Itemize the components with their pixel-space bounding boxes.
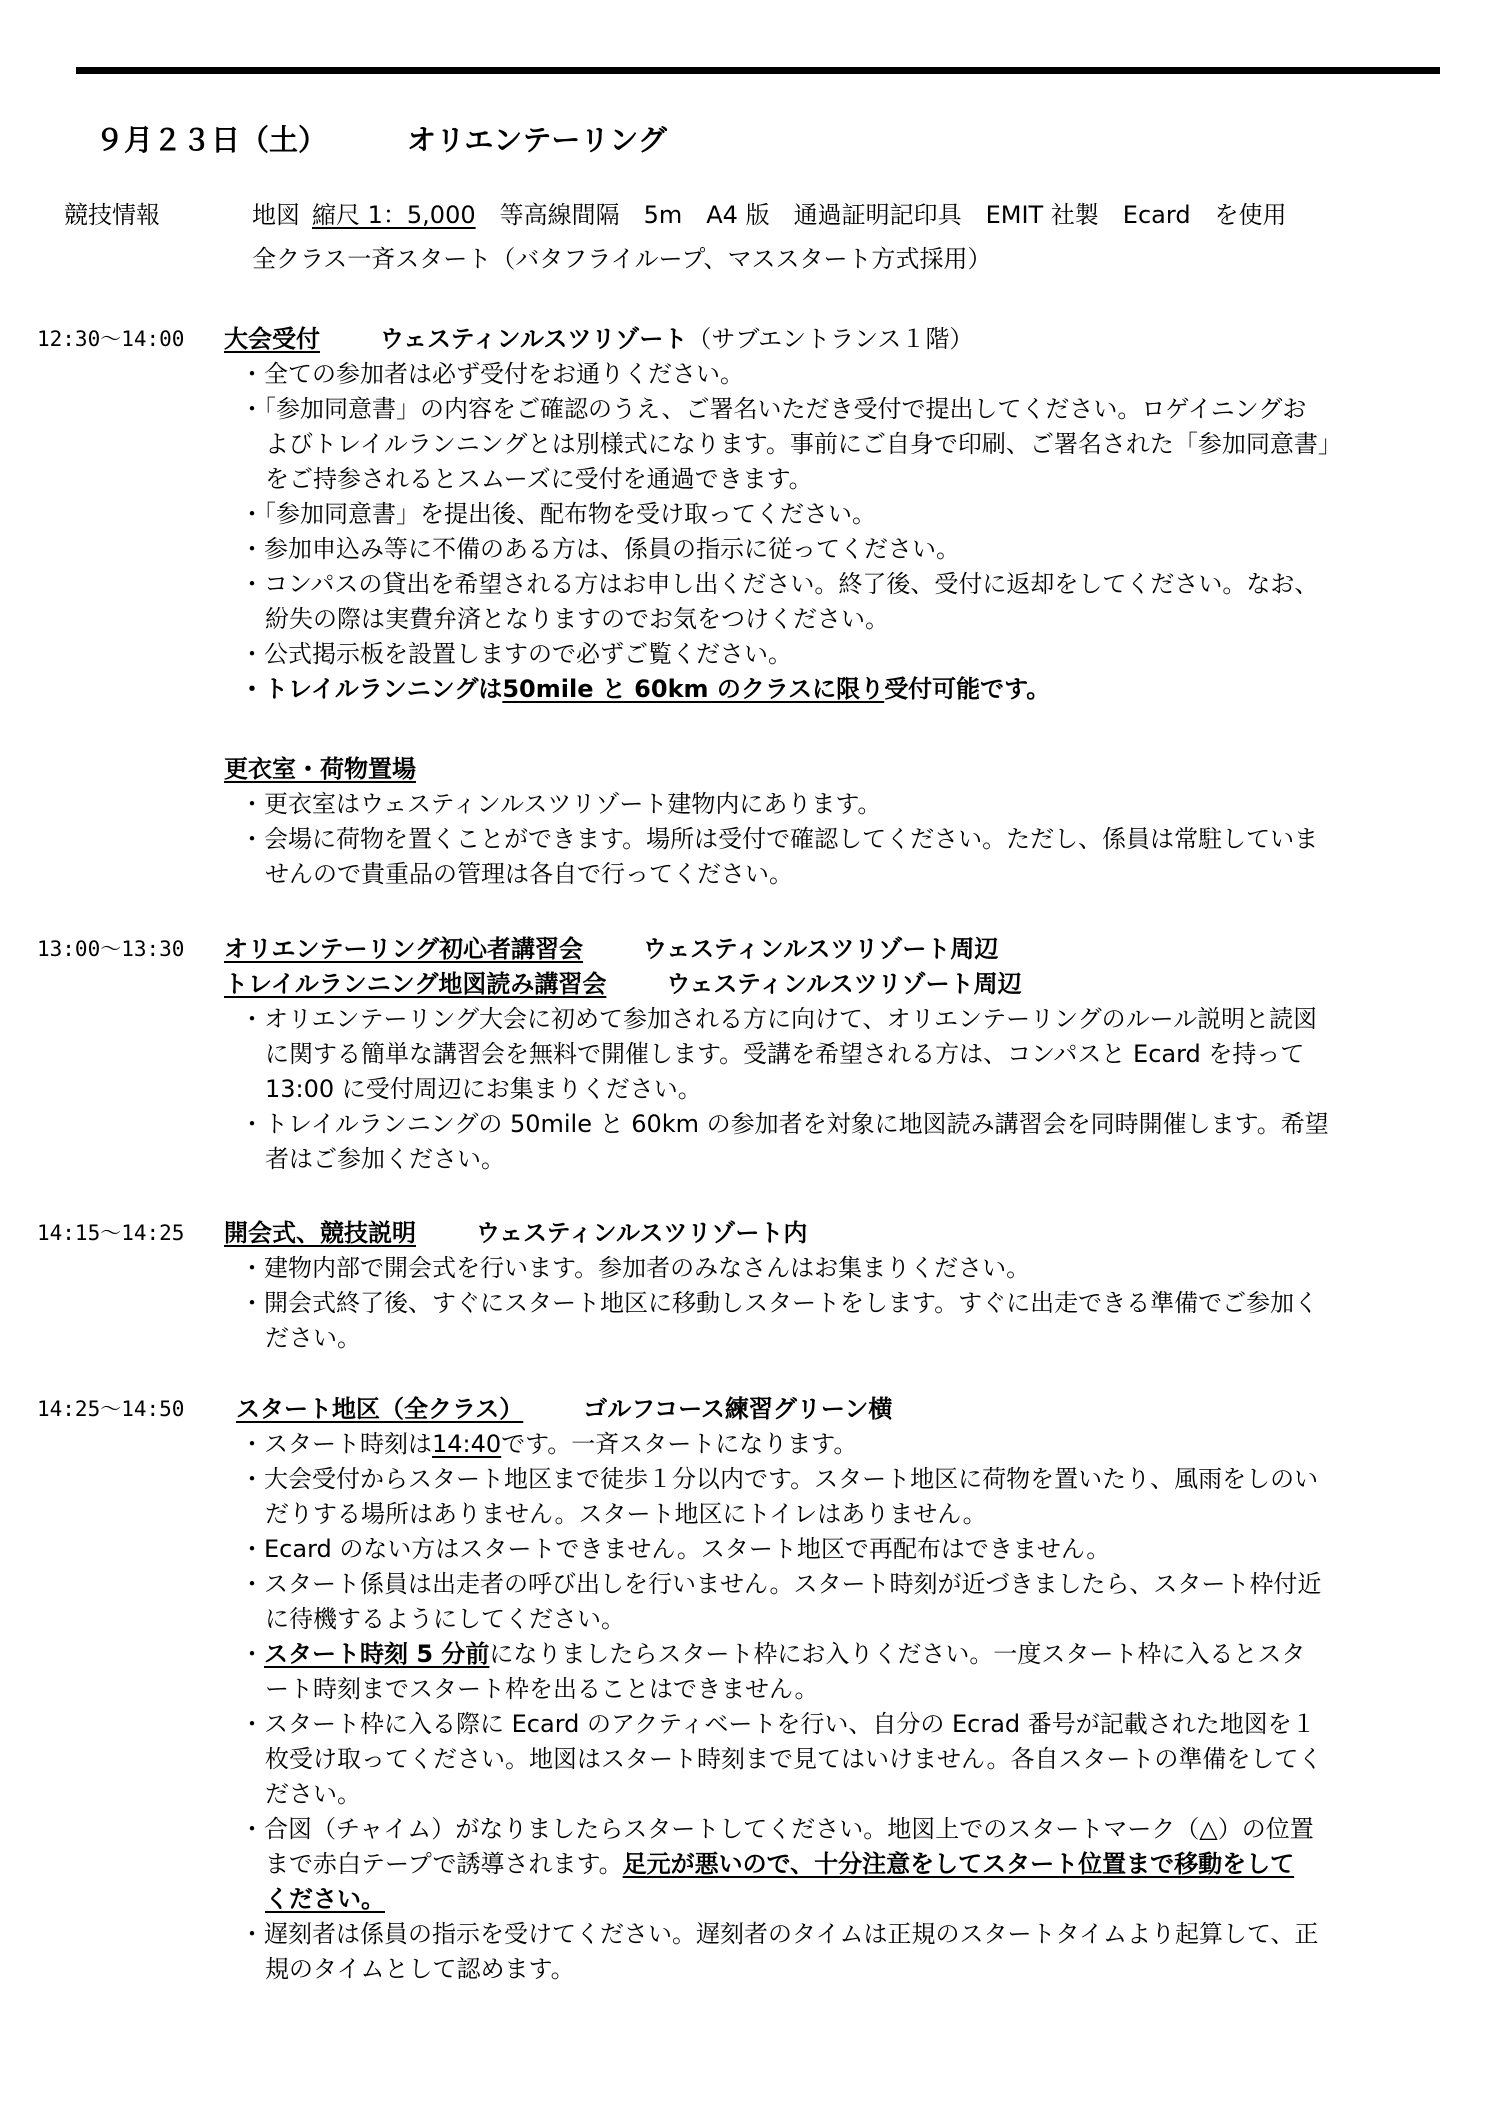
title-date: ９月２３日（土） [95,123,328,157]
info-label: 競技情報 [64,201,160,229]
trail-prefix: ・トレイルランニングは [240,675,503,703]
list-item: ・遅刻者は係員の指示を受けてください。遅刻者のタイムは正規のスタートタイムより起算して、正 [240,1920,1319,1948]
list-item: よびトレイルランニングとは別様式になります。事前にご自身で印刷、ご署名された「参加同意書」 [265,430,1342,458]
list-item: ・「参加同意書」を提出後、配布物を受け取ってください。 [240,500,876,528]
five-minute-line [240,1637,1305,1671]
five-min-prefix: ・ [240,1640,264,1668]
list-item: ・公式掲示板を設置しますので必ずご覧ください。 [240,640,792,668]
list-item: 紛失の際は実費弁済となりますのでお気をつけください。 [265,605,889,633]
list-item: をご持参されるとスムーズに受付を通過できます。 [265,465,813,493]
opening-heading: 開会式、競技説明 [224,1219,416,1247]
top-rule [76,67,1440,74]
five-min-suffix: になりましたらスタート枠にお入りください。一度スタート枠に入るとスタ [489,1640,1306,1668]
title-event: オリエンテーリング [407,123,667,157]
map-details: 等高線間隔 5m A4 版 通過証明記印具 EMIT 社製 Ecard を使用 [499,201,1287,229]
changing-heading: 更衣室・荷物置場 [224,755,416,783]
list-item: ・トレイルランニングの 50mile と 60km の参加者を対象に地図読み講習会を同時開催します。希望 [240,1110,1329,1138]
guide-prefix: まで赤白テープで誘導されます。 [265,1850,623,1878]
list-item: ださい。 [265,1780,361,1808]
guide-highlight-2: ください。 [265,1885,385,1913]
opening-time: 14:15～14:25 [37,1221,185,1245]
list-item: に待機するようにしてください。 [265,1605,625,1633]
lecture-place-1: ウェスティンルスツリゾート周辺 [643,935,999,963]
list-item: ・「参加同意書」の内容をご確認のうえ、ご署名いただき受付で提出してください。ロゲイニングお [240,395,1307,423]
reception-heading-line [224,322,973,356]
list-item: ださい。 [265,1324,361,1352]
list-item: ・合図（チャイム）がなりましたらスタートしてください。地図上でのスタートマーク（△）の位置 [240,1815,1314,1843]
start-heading-line [236,1392,892,1426]
opening-place: ウェスティンルスツリゾート内 [476,1219,808,1247]
page-title [95,118,667,159]
list-item: 13:00 に受付周辺にお集まりください。 [265,1075,702,1103]
trail-notice [240,672,1050,706]
list-item: ・開会式終了後、すぐにスタート地区に移動しスタートをします。すぐに出走できる準備でご参加く [240,1289,1319,1317]
start-place: ゴルフコース練習グリーン横 [583,1395,893,1423]
lecture-place-2: ウェスティンルスツリゾート周辺 [666,970,1022,998]
trail-suffix: 受付可能です。 [884,675,1051,703]
opening-heading-line [224,1216,807,1250]
list-item: ・更衣室はウェスティンルスツリゾート建物内にあります。 [240,790,882,818]
list-item: ・参加申込み等に不備のある方は、係員の指示に従ってください。 [240,535,960,563]
lecture-heading-1: オリエンテーリング初心者講習会 [224,935,584,963]
start-time: 14:25～14:50 [37,1397,185,1421]
list-item: ・オリエンテーリング大会に初めて参加される方に向けて、オリエンテーリングのルール説明と読図 [240,1005,1318,1033]
list-item: ・大会受付からスタート地区まで徒歩１分以内です。スタート地区に荷物を置いたり、風雨をしのい [240,1465,1319,1493]
lecture-heading-line-2 [224,967,1022,1001]
list-item: ・スタート枠に入る際に Ecard のアクティベートを行い、自分の Ecrad 番号が記載された地図を１ [240,1710,1316,1738]
list-item: 枚受け取ってください。地図はスタート時刻まで見てはいけません。各自スタートの準備をしてく [265,1745,1323,1773]
guide-highlight: 足元が悪いので、十分注意をしてスタート位置まで移動をして [622,1850,1295,1878]
start-heading: スタート地区（全クラス） [236,1395,524,1423]
list-item: ・全ての参加者は必ず受付をお通りください。 [240,360,744,388]
list-item: ・建物内部で開会式を行います。参加者のみなさんはお集まりください。 [240,1254,1031,1282]
start-line1-suffix: です。一斉スタートになります。 [501,1430,858,1458]
list-item: ・会場に荷物を置くことができます。場所は受付で確認してください。ただし、係員は常駐していま [240,825,1319,853]
five-min-highlight: スタート時刻 5 分前 [264,1640,490,1668]
lecture-heading-line-1 [224,932,998,966]
start-time-line [240,1427,857,1461]
reception-heading: 大会受付 [224,325,320,353]
list-item: ・Ecard のない方はスタートできません。スタート地区で再配布はできません。 [240,1535,1111,1563]
list-item: だりする場所はありません。スタート地区にトイレはありません。 [265,1500,987,1528]
start-line1-time: 14:40 [432,1430,502,1458]
list-item: 者はご参加ください。 [265,1145,505,1173]
reception-place: ウェスティンルスツリゾート [380,325,688,353]
map-prefix: 地図 [252,201,300,229]
start-line1-prefix: ・スタート時刻は [240,1430,432,1458]
list-item: 規のタイムとして認めます。 [265,1955,575,1983]
lecture-heading-2: トレイルランニング地図読み講習会 [224,970,607,998]
list-item: せんので貴重品の管理は各自で行ってください。 [265,860,793,888]
guide-line [265,1847,1294,1881]
reception-time: 12:30～14:00 [37,327,185,351]
list-item: ・スタート係員は出走者の呼び出しを行いません。スタート時刻が近づきましたら、スタート枠付近 [240,1570,1322,1598]
trail-highlight: 50mile と 60km のクラスに限り [502,675,885,703]
info-map-line [252,198,1287,232]
info-start-note: 全クラス一斉スタート（バタフライループ、マススタート方式採用） [252,245,992,273]
map-scale: 縮尺 1：5,000 [312,201,476,229]
list-item: ・コンパスの貸出を希望される方はお申し出ください。終了後、受付に返却をしてください。なお、 [240,570,1319,598]
list-item: に関する簡単な講習会を無料で開催します。受講を希望される方は、コンパスと Ecard を持って [265,1040,1305,1068]
list-item: ート時刻までスタート枠を出ることはできません。 [265,1675,819,1703]
reception-place-note: （サブエントランス１階） [687,325,974,353]
lecture-time: 13:00～13:30 [37,937,185,961]
